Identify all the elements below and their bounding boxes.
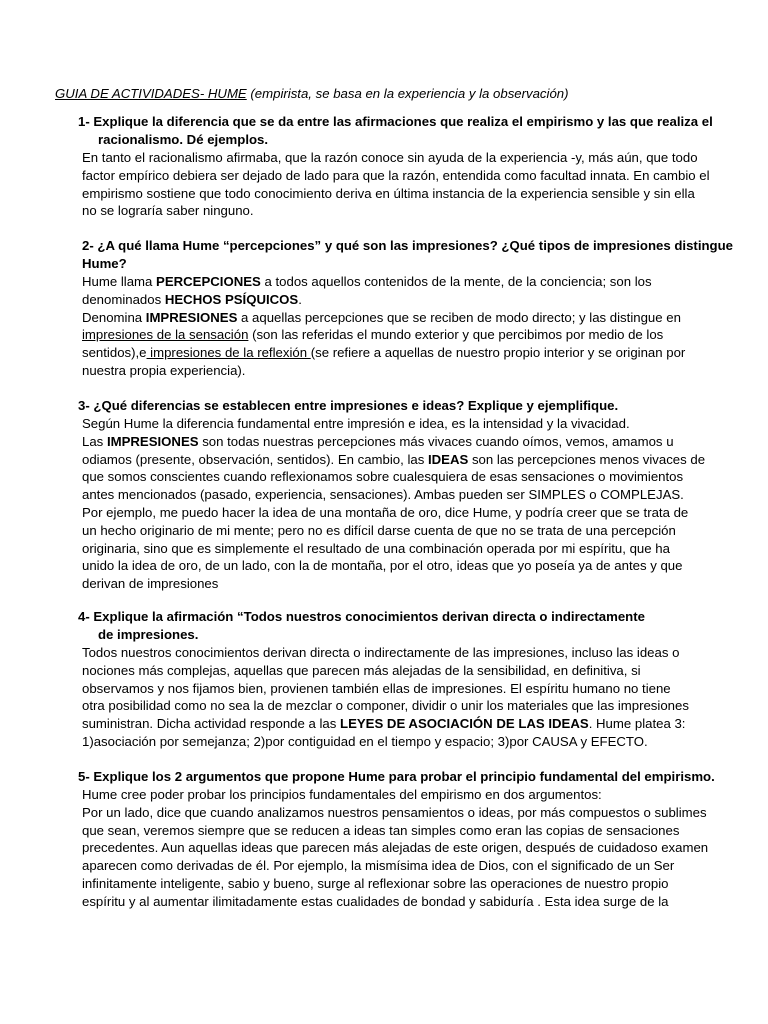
answer-line: derivan de impresiones	[82, 576, 219, 592]
answer-line: originaria, sino que es simplemente el resultado de una combinación operada por mi espíritu, que ha	[82, 540, 670, 556]
title-sub: (empirista, se basa en la experiencia y la observación)	[246, 86, 569, 101]
answer-line: unido la idea de oro, de un lado, con la de montaña, por el otro, ideas que yo poseía ya de antes y que	[82, 558, 683, 574]
question-1-line-2: racionalismo. Dé ejemplos.	[98, 131, 269, 147]
question-1	[78, 113, 713, 149]
question-4-line-1: 4- Explique la afirmación “Todos nuestros conocimientos derivan directa o indirectamente	[78, 609, 645, 624]
answer-line: espíritu y al aumentar ilimitadamente estas cualidades de bondad y sabiduría . Esta idea surge de la	[82, 893, 669, 909]
answer-2	[82, 273, 685, 380]
answer-line: impresiones de la sensación (son las referidas el mundo exterior y que percibimos por medio de los	[82, 327, 664, 343]
answer-line: que somos conscientes cuando reflexionamos sobre cualesquiera de esas sensaciones o movimientos	[82, 469, 684, 485]
answer-line: antes mencionados (pasado, experiencia, sensaciones). Ambas pueden ser SIMPLES o COMPLEJAS.	[82, 487, 684, 503]
question-2	[82, 237, 733, 273]
question-3-line-1: 3- ¿Qué diferencias se establecen entre impresiones e ideas? Explique y ejemplifique.	[78, 398, 619, 413]
question-3	[78, 397, 618, 415]
page-title	[55, 85, 745, 103]
answer-line: no se lograría saber ninguno.	[82, 203, 254, 219]
answer-line: 1)asociación por semejanza; 2)por contiguidad en el tiempo y espacio; 3)por CAUSA y EFECTO.	[82, 733, 648, 749]
answer-line: que sean, veremos siempre que se reducen a ideas tan simples como eran las copias de sensaciones	[82, 822, 680, 838]
answer-line: Las IMPRESIONES son todas nuestras percepciones más vivaces cuando oímos, vemos, amamos u	[82, 433, 674, 449]
answer-line: Según Hume la diferencia fundamental entre impresión e idea, es la intensidad y la vivacidad.	[82, 416, 630, 431]
question-4	[78, 608, 645, 644]
title-main: GUIA DE ACTIVIDADES- HUME	[55, 86, 247, 101]
answer-line: Hume llama PERCEPCIONES a todos aquellos contenidos de la mente, de la conciencia; son los	[82, 274, 652, 289]
answer-line: suministran. Dicha actividad responde a las LEYES DE ASOCIACIÓN DE LAS IDEAS. Hume platea 3:	[82, 716, 686, 732]
answer-line: un hecho originario de mi mente; pero no es difícil darse cuenta de que no se trata de una percepción	[82, 522, 676, 538]
question-2-line-2: Hume?	[82, 255, 127, 271]
question-5	[78, 768, 715, 786]
question-5-line-1: 5- Explique los 2 argumentos que propone Hume para probar el principio fundamental del empirismo.	[78, 769, 715, 784]
question-4-line-2: de impresiones.	[98, 626, 199, 642]
question-1-line-1: 1- Explique la diferencia que se da entre las afirmaciones que realiza el empirismo y las que realiza el	[78, 114, 713, 129]
answer-line: En tanto el racionalismo afirmaba, que la razón conoce sin ayuda de la experiencia -y, más aún, que todo	[82, 150, 698, 165]
answer-line: Por ejemplo, me puedo hacer la idea de una montaña de oro, dice Hume, y podría creer que se trata de	[82, 504, 689, 520]
answer-line: Hume cree poder probar los principios fundamentales del empirismo en dos argumentos:	[82, 787, 602, 802]
question-2-line-1: 2- ¿A qué llama Hume “percepciones” y qué son las impresiones? ¿Qué tipos de impresiones distingue	[82, 238, 733, 253]
answer-1	[82, 149, 710, 220]
answer-line: Todos nuestros conocimientos derivan directa o indirectamente de las impresiones, incluso las ideas o	[82, 645, 680, 660]
answer-3	[82, 415, 705, 593]
answer-line: Denomina IMPRESIONES a aquellas percepciones que se reciben de modo directo; y las distingue en	[82, 309, 681, 325]
answer-line: infinitamente inteligente, sabio y bueno, surge al reflexionar sobre las operaciones de nuestro propio	[82, 875, 669, 891]
answer-4	[82, 644, 689, 751]
answer-line: aparecen como derivadas de él. Por ejemplo, la mismísima idea de Dios, con el significado de un Ser	[82, 858, 675, 874]
answer-line: odiamos (presente, observación, sentidos). En cambio, las IDEAS son las percepciones menos vivaces de	[82, 451, 706, 467]
answer-line: denominados HECHOS PSÍQUICOS.	[82, 291, 302, 307]
answer-line: nociones más complejas, aquellas que parecen más alejadas de la sensibilidad, en definitiva, si	[82, 662, 641, 678]
answer-line: empirismo sostiene que todo conocimiento deriva en última instancia de la experiencia sensible y sin ella	[82, 185, 695, 201]
answer-line: otra posibilidad como no sea la de mezclar o componer, dividir o unir los materiales que las impresiones	[82, 698, 689, 714]
answer-line: precedentes. Aun aquellas ideas que parecen más alejadas de este origen, después de cuidadoso examen	[82, 840, 709, 856]
answer-line: observamos y nos fijamos bien, provienen también ellas de impresiones. El espíritu humano no tiene	[82, 680, 671, 696]
answer-line: Por un lado, dice que cuando analizamos nuestros pensamientos o ideas, por más compuestos o sublimes	[82, 804, 707, 820]
answer-5	[82, 786, 708, 911]
answer-line: sentidos),e impresiones de la reflexión (se refiere a aquellas de nuestro propio interior y se originan por	[82, 345, 686, 361]
answer-line: factor empírico debiera ser dejado de lado para que la razón, entendida como facultad innata. En cambio el	[82, 167, 710, 183]
answer-line: nuestra propia experiencia).	[82, 362, 246, 378]
